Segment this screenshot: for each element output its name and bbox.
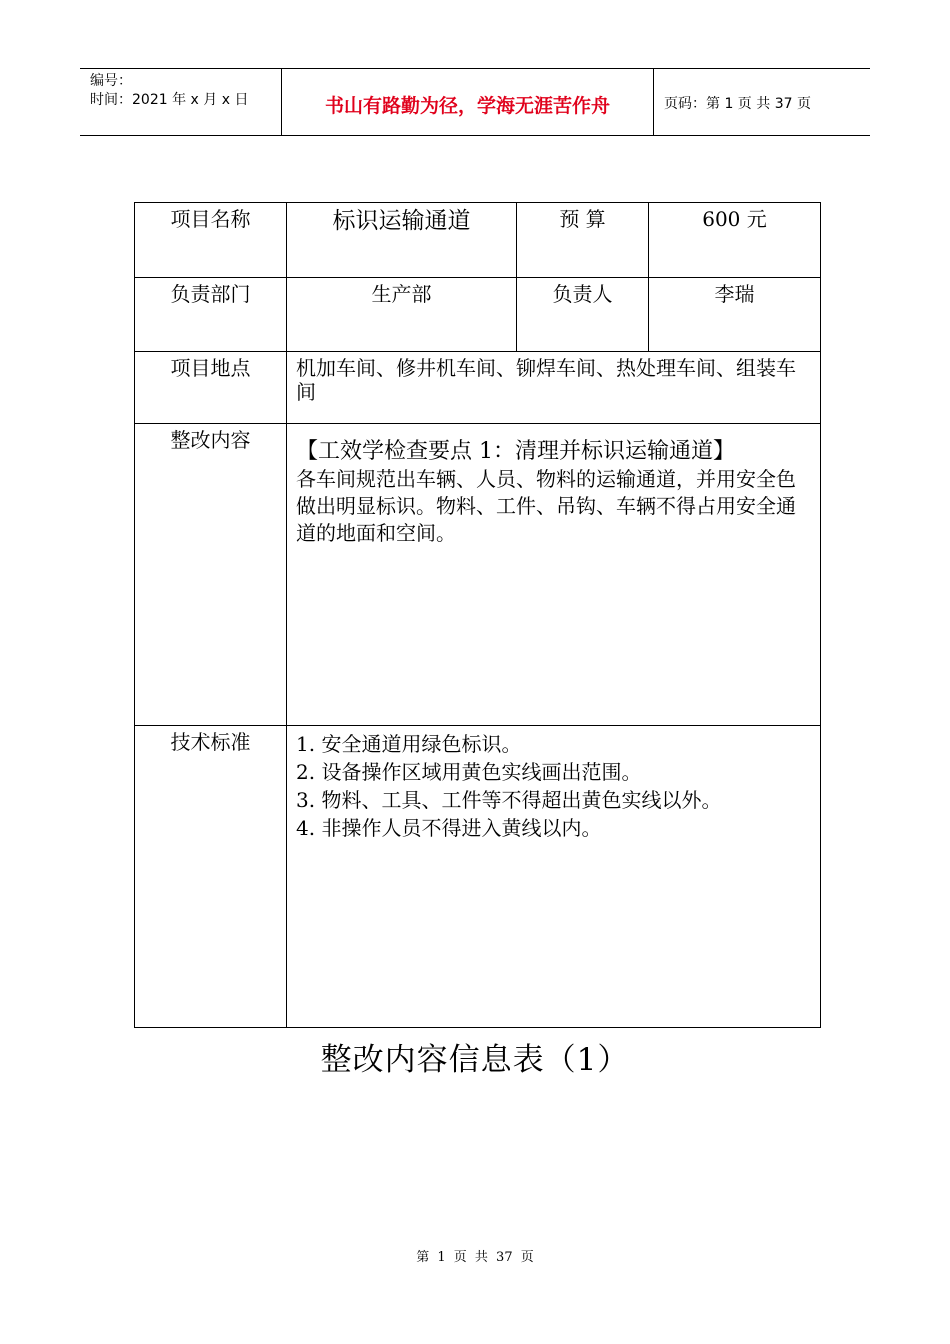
standard-item: 4. 非操作人员不得进入黄线以内。: [296, 816, 602, 840]
standard-item: 3. 物料、工具、工件等不得超出黄色实线以外。: [296, 788, 722, 812]
header-page-label: 页码：第 1 页 共 37 页: [664, 96, 811, 112]
dept-label: 负责部门: [135, 278, 287, 352]
page-footer: 第 1 页 共 37 页: [416, 1250, 534, 1265]
project-name-value: 标识运输通道: [287, 203, 517, 278]
owner-value: 李瑞: [649, 278, 821, 352]
page-header: [80, 68, 870, 136]
content-label: 整改内容: [135, 424, 287, 726]
table-row: [135, 424, 821, 726]
table-row: [135, 726, 821, 1028]
standard-item: 2. 设备操作区域用黄色实线画出范围。: [296, 760, 642, 784]
doc-time-label: 时间：2021 年 x 月 x 日: [90, 92, 249, 108]
table-row: [135, 203, 821, 278]
budget-value: 600 元: [649, 203, 821, 278]
standard-item: 1. 安全通道用绿色标识。: [296, 732, 522, 756]
content-body: 各车间规范出车辆、人员、物料的运输通道，并用安全色做出明显标识。物料、工件、吊钩、车辆不得占用安全通道的地面和空间。: [296, 467, 796, 545]
doc-number-label: 编号：: [90, 73, 132, 89]
standard-label: 技术标准: [135, 726, 287, 1028]
standard-cell: [287, 726, 821, 1028]
location-label: 项目地点: [135, 352, 287, 424]
location-value: 机加车间、修井机车间、铆焊车间、热处理车间、组装车间: [287, 352, 821, 424]
owner-label: 负责人: [517, 278, 649, 352]
table-caption: 整改内容信息表（1）: [320, 1042, 630, 1078]
dept-value: 生产部: [287, 278, 517, 352]
table-row: [135, 278, 821, 352]
table-row: [135, 352, 821, 424]
header-meta: [80, 69, 281, 135]
header-motto: 书山有路勤为径，学海无涯苦作舟: [281, 69, 654, 135]
content-heading: 【工效学检查要点 1：清理并标识运输通道】: [296, 439, 735, 464]
budget-label: 预 算: [517, 203, 649, 278]
project-name-label: 项目名称: [135, 203, 287, 278]
rectification-info-table: [134, 202, 821, 1028]
content-cell: [287, 424, 821, 726]
